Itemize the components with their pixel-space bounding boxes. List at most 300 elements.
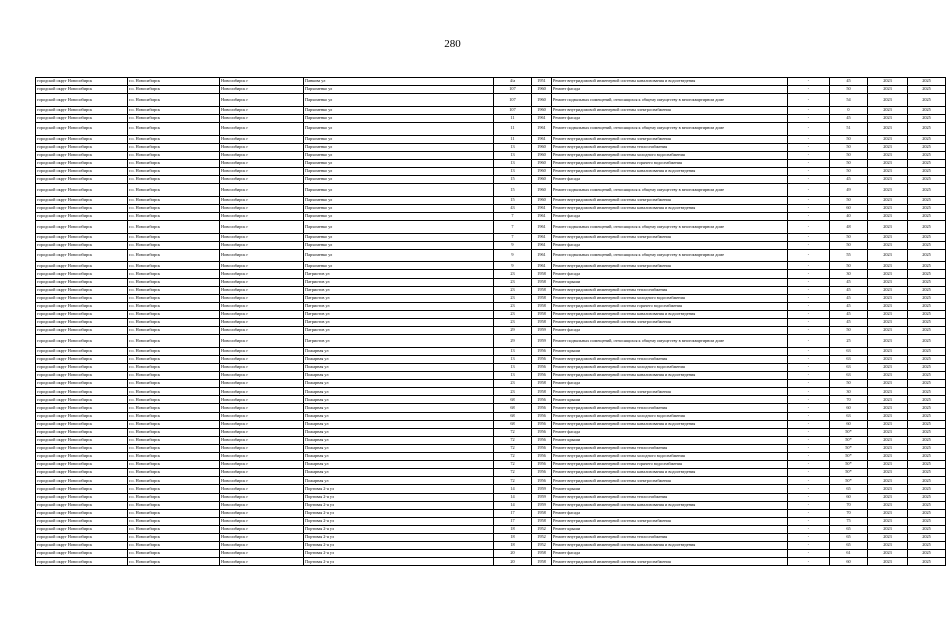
value-cell: 50* [830,444,868,452]
settlement-cell: г.о. Новосибирск [128,204,220,212]
municipality-cell: городской округ Новосибирск [36,106,128,114]
work-type-cell: Ремонт фасада [552,550,788,558]
work-type-cell: Ремонт подвальных помещений, относящихся к общему имуществу в многоквартирном доме [552,94,788,107]
house-cell: 23 [494,302,532,310]
dash-cell: - [788,196,830,204]
work-type-cell: Ремонт внутридомовой инженерной системы электроснабжения [552,477,788,485]
settlement-cell: г.о. Новосибирск [128,542,220,550]
start-year-cell: 2023 [868,404,908,412]
house-cell: 23 [494,294,532,302]
start-year-cell: 2023 [868,143,908,151]
settlement-cell: г.о. Новосибирск [128,135,220,143]
table-row [36,114,946,122]
work-type-cell: Ремонт внутридомовой инженерной системы холодного водоснабжения [552,453,788,461]
value-cell: 0 [830,106,868,114]
street-cell: Пожарная ул [304,372,494,380]
settlement-cell: г.о. Новосибирск [128,550,220,558]
end-year-cell: 2025 [908,233,946,241]
house-cell: 13 [494,143,532,151]
value-cell: 70 [830,501,868,509]
start-year-cell: 2023 [868,412,908,420]
table-row [36,319,946,327]
house-cell: 72 [494,444,532,452]
year-cell: 1960 [532,159,552,167]
street-cell: Пархоменко ул [304,204,494,212]
city-cell: Новосибирск г [220,517,304,525]
settlement-cell: г.о. Новосибирск [128,485,220,493]
value-cell: 50 [830,241,868,249]
house-cell: 20 [494,558,532,566]
city-cell: Новосибирск г [220,327,304,335]
end-year-cell: 2025 [908,372,946,380]
street-cell: Патриотов ул [304,327,494,335]
municipality-cell: городской округ Новосибирск [36,286,128,294]
work-type-cell: Ремонт фасада [552,114,788,122]
street-cell: Портовая 2-я ул [304,550,494,558]
dash-cell: - [788,420,830,428]
municipality-cell: городской округ Новосибирск [36,327,128,335]
value-cell: 63 [830,412,868,420]
settlement-cell: г.о. Новосибирск [128,420,220,428]
city-cell: Новосибирск г [220,485,304,493]
value-cell: 50* [830,469,868,477]
work-type-cell: Ремонт фасада [552,509,788,517]
start-year-cell: 2023 [868,135,908,143]
start-year-cell: 2023 [868,380,908,388]
house-cell: 72 [494,477,532,485]
end-year-cell: 2025 [908,86,946,94]
start-year-cell: 2023 [868,355,908,363]
dash-cell: - [788,106,830,114]
year-cell: 1961 [532,135,552,143]
start-year-cell: 2023 [868,558,908,566]
end-year-cell: 2025 [908,196,946,204]
dash-cell: - [788,517,830,525]
table-row [36,355,946,363]
street-cell: Пожарная ул [304,477,494,485]
city-cell: Новосибирск г [220,355,304,363]
dash-cell: - [788,436,830,444]
municipality-cell: городской округ Новосибирск [36,444,128,452]
street-cell: Пожарная ул [304,388,494,396]
start-year-cell: 2023 [868,286,908,294]
year-cell: 1958 [532,558,552,566]
value-cell: 45 [830,294,868,302]
value-cell: 45 [830,286,868,294]
year-cell: 1958 [532,310,552,318]
start-year-cell: 2023 [868,204,908,212]
settlement-cell: г.о. Новосибирск [128,517,220,525]
street-cell: Пожарная ул [304,380,494,388]
end-year-cell: 2025 [908,517,946,525]
table-row [36,550,946,558]
dash-cell: - [788,327,830,335]
settlement-cell: г.о. Новосибирск [128,396,220,404]
end-year-cell: 2025 [908,114,946,122]
start-year-cell: 2023 [868,420,908,428]
table-row [36,151,946,159]
settlement-cell: г.о. Новосибирск [128,347,220,355]
dash-cell: - [788,347,830,355]
settlement-cell: г.о. Новосибирск [128,302,220,310]
municipality-cell: городской округ Новосибирск [36,501,128,509]
start-year-cell: 2023 [868,221,908,234]
house-cell: 11 [494,122,532,135]
city-cell: Новосибирск г [220,380,304,388]
value-cell: 60 [830,493,868,501]
dash-cell: - [788,310,830,318]
municipality-cell: городской округ Новосибирск [36,270,128,278]
start-year-cell: 2023 [868,436,908,444]
work-type-cell: Ремонт внутридомовой инженерной системы теплоснабжения [552,404,788,412]
municipality-cell: городской округ Новосибирск [36,262,128,270]
start-year-cell: 2023 [868,151,908,159]
street-cell: Пархоменко ул [304,176,494,184]
city-cell: Новосибирск г [220,114,304,122]
end-year-cell: 2025 [908,262,946,270]
city-cell: Новосибирск г [220,310,304,318]
settlement-cell: г.о. Новосибирск [128,196,220,204]
dash-cell: - [788,151,830,159]
start-year-cell: 2023 [868,106,908,114]
house-cell: 15 [494,176,532,184]
end-year-cell: 2025 [908,485,946,493]
settlement-cell: г.о. Новосибирск [128,335,220,348]
municipality-cell: городской округ Новосибирск [36,420,128,428]
year-cell: 1960 [532,106,552,114]
work-type-cell: Ремонт подвальных помещений, относящихся к общему имуществу в многоквартирном доме [552,122,788,135]
city-cell: Новосибирск г [220,122,304,135]
start-year-cell: 2023 [868,159,908,167]
settlement-cell: г.о. Новосибирск [128,143,220,151]
street-cell: Пожарная ул [304,436,494,444]
dash-cell: - [788,114,830,122]
city-cell: Новосибирск г [220,78,304,86]
house-cell: 13 [494,167,532,175]
year-cell: 1956 [532,477,552,485]
settlement-cell: г.о. Новосибирск [128,469,220,477]
settlement-cell: г.о. Новосибирск [128,286,220,294]
municipality-cell: городской округ Новосибирск [36,453,128,461]
table-row [36,241,946,249]
start-year-cell: 2023 [868,428,908,436]
street-cell: Патриотов ул [304,310,494,318]
year-cell: 1958 [532,302,552,310]
year-cell: 1958 [532,294,552,302]
settlement-cell: г.о. Новосибирск [128,327,220,335]
end-year-cell: 2025 [908,501,946,509]
municipality-cell: городской округ Новосибирск [36,542,128,550]
municipality-cell: городской округ Новосибирск [36,212,128,220]
start-year-cell: 2023 [868,122,908,135]
value-cell: 45 [830,302,868,310]
start-year-cell: 2023 [868,86,908,94]
city-cell: Новосибирск г [220,372,304,380]
house-cell: 23 [494,380,532,388]
dash-cell: - [788,485,830,493]
value-cell: 40 [830,212,868,220]
value-cell: 50 [830,143,868,151]
value-cell: 50* [830,477,868,485]
year-cell: 1960 [532,86,552,94]
end-year-cell: 2025 [908,444,946,452]
dash-cell: - [788,319,830,327]
table-row [36,380,946,388]
street-cell: Патриотов ул [304,286,494,294]
dash-cell: - [788,509,830,517]
municipality-cell: городской округ Новосибирск [36,380,128,388]
city-cell: Новосибирск г [220,509,304,517]
municipality-cell: городской округ Новосибирск [36,412,128,420]
table-row [36,428,946,436]
house-cell: 14 [494,485,532,493]
work-type-cell: Ремонт крыши [552,396,788,404]
start-year-cell: 2023 [868,294,908,302]
settlement-cell: г.о. Новосибирск [128,501,220,509]
start-year-cell: 2023 [868,533,908,541]
house-cell: 13 [494,364,532,372]
house-cell: 23 [494,310,532,318]
work-type-cell: Ремонт внутридомовой инженерной системы холодного водоснабжения [552,294,788,302]
year-cell: 1958 [532,270,552,278]
street-cell: Пожарная ул [304,453,494,461]
end-year-cell: 2025 [908,249,946,262]
settlement-cell: г.о. Новосибирск [128,364,220,372]
work-type-cell: Ремонт внутридомовой инженерной системы электроснабжения [552,319,788,327]
street-cell: Пархоменко ул [304,167,494,175]
work-type-cell: Ремонт внутридомовой инженерной системы электроснабжения [552,233,788,241]
house-cell: 29 [494,327,532,335]
table-row [36,294,946,302]
value-cell: 45 [830,310,868,318]
value-cell: 50 [830,151,868,159]
year-cell: 1961 [532,114,552,122]
value-cell: 50* [830,461,868,469]
municipality-cell: городской округ Новосибирск [36,302,128,310]
settlement-cell: г.о. Новосибирск [128,436,220,444]
municipality-cell: городской округ Новосибирск [36,184,128,197]
value-cell: 70 [830,509,868,517]
work-type-cell: Ремонт крыши [552,436,788,444]
city-cell: Новосибирск г [220,286,304,294]
start-year-cell: 2023 [868,347,908,355]
street-cell: Пархоменко ул [304,184,494,197]
dash-cell: - [788,501,830,509]
street-cell: Пархоменко ул [304,135,494,143]
settlement-cell: г.о. Новосибирск [128,241,220,249]
year-cell: 1956 [532,396,552,404]
end-year-cell: 2025 [908,286,946,294]
house-cell: 20 [494,550,532,558]
house-cell: 11 [494,135,532,143]
table-body [36,78,946,566]
street-cell: Патриотов ул [304,335,494,348]
street-cell: Пожарная ул [304,469,494,477]
table-row [36,176,946,184]
year-cell: 1959 [532,501,552,509]
table-row [36,335,946,348]
year-cell: 1958 [532,550,552,558]
house-cell: 107 [494,86,532,94]
street-cell: Патриотов ул [304,278,494,286]
table-row [36,221,946,234]
dash-cell: - [788,262,830,270]
city-cell: Новосибирск г [220,151,304,159]
house-cell: 68 [494,396,532,404]
city-cell: Новосибирск г [220,278,304,286]
house-cell: 9 [494,241,532,249]
start-year-cell: 2023 [868,176,908,184]
end-year-cell: 2025 [908,319,946,327]
work-type-cell: Ремонт подвальных помещений, относящихся к общему имуществу в многоквартирном доме [552,249,788,262]
street-cell: Пожарная ул [304,404,494,412]
start-year-cell: 2023 [868,233,908,241]
settlement-cell: г.о. Новосибирск [128,278,220,286]
work-type-cell: Ремонт крыши [552,278,788,286]
work-type-cell: Ремонт внутридомовой инженерной системы теплоснабжения [552,286,788,294]
municipality-cell: городской округ Новосибирск [36,388,128,396]
work-type-cell: Ремонт внутридомовой инженерной системы электроснабжения [552,262,788,270]
work-type-cell: Ремонт подвальных помещений, относящихся к общему имуществу в многоквартирном доме [552,335,788,348]
street-cell: Пархоменко ул [304,212,494,220]
work-type-cell: Ремонт внутридомовой инженерной системы теплоснабжения [552,444,788,452]
end-year-cell: 2025 [908,221,946,234]
city-cell: Новосибирск г [220,388,304,396]
value-cell: 63 [830,355,868,363]
work-type-cell: Ремонт внутридомовой инженерной системы холодного водоснабжения [552,412,788,420]
value-cell: 60 [830,420,868,428]
municipality-cell: городской округ Новосибирск [36,319,128,327]
table-row [36,453,946,461]
dash-cell: - [788,86,830,94]
work-type-cell: Ремонт подвальных помещений, относящихся к общему имуществу в многоквартирном доме [552,184,788,197]
table-row [36,106,946,114]
settlement-cell: г.о. Новосибирск [128,533,220,541]
city-cell: Новосибирск г [220,86,304,94]
year-cell: 1961 [532,249,552,262]
table-row [36,542,946,550]
year-cell: 1960 [532,151,552,159]
municipality-cell: городской округ Новосибирск [36,517,128,525]
city-cell: Новосибирск г [220,262,304,270]
start-year-cell: 2023 [868,461,908,469]
table-row [36,159,946,167]
house-cell: 18 [494,525,532,533]
dash-cell: - [788,204,830,212]
house-cell: 14 [494,501,532,509]
city-cell: Новосибирск г [220,501,304,509]
end-year-cell: 2025 [908,388,946,396]
city-cell: Новосибирск г [220,143,304,151]
house-cell: 9 [494,249,532,262]
value-cell: 75 [830,517,868,525]
end-year-cell: 2025 [908,493,946,501]
year-cell: 1956 [532,412,552,420]
value-cell: 55 [830,249,868,262]
end-year-cell: 2025 [908,143,946,151]
table-row [36,204,946,212]
table-row [36,436,946,444]
street-cell: Пархоменко ул [304,114,494,122]
year-cell: 1956 [532,355,552,363]
start-year-cell: 2023 [868,249,908,262]
settlement-cell: г.о. Новосибирск [128,114,220,122]
year-cell: 1956 [532,364,552,372]
settlement-cell: г.о. Новосибирск [128,412,220,420]
end-year-cell: 2025 [908,204,946,212]
value-cell: 61 [830,550,868,558]
table-row [36,420,946,428]
end-year-cell: 2025 [908,122,946,135]
table-row [36,327,946,335]
table-row [36,509,946,517]
municipality-cell: городской округ Новосибирск [36,477,128,485]
work-type-cell: Ремонт внутридомовой инженерной системы электроснабжения [552,135,788,143]
table-row [36,364,946,372]
house-cell: 13 [494,159,532,167]
start-year-cell: 2023 [868,212,908,220]
capital-repair-table [35,77,946,566]
house-cell: 43 [494,204,532,212]
table-row [36,94,946,107]
municipality-cell: городской округ Новосибирск [36,428,128,436]
city-cell: Новосибирск г [220,428,304,436]
dash-cell: - [788,78,830,86]
dash-cell: - [788,364,830,372]
house-cell: 15 [494,196,532,204]
dash-cell: - [788,159,830,167]
start-year-cell: 2023 [868,310,908,318]
city-cell: Новосибирск г [220,221,304,234]
value-cell: 50 [830,86,868,94]
city-cell: Новосибирск г [220,94,304,107]
house-cell: 107 [494,94,532,107]
dash-cell: - [788,221,830,234]
value-cell: 45 [830,319,868,327]
year-cell: 1956 [532,420,552,428]
value-cell: 65 [830,533,868,541]
house-cell: 13 [494,347,532,355]
settlement-cell: г.о. Новосибирск [128,167,220,175]
start-year-cell: 2023 [868,94,908,107]
work-type-cell: Ремонт внутридомовой инженерной системы канализования и водоотведения [552,469,788,477]
value-cell: 49 [830,184,868,197]
work-type-cell: Ремонт внутридомовой инженерной системы канализования и водоотведения [552,372,788,380]
dash-cell: - [788,286,830,294]
table-row [36,558,946,566]
end-year-cell: 2025 [908,212,946,220]
table-row [36,372,946,380]
work-type-cell: Ремонт крыши [552,347,788,355]
value-cell: 50* [830,436,868,444]
settlement-cell: г.о. Новосибирск [128,372,220,380]
city-cell: Новосибирск г [220,453,304,461]
year-cell: 1956 [532,469,552,477]
year-cell: 1956 [532,461,552,469]
settlement-cell: г.о. Новосибирск [128,221,220,234]
start-year-cell: 2023 [868,550,908,558]
street-cell: Портовая 2-я ул [304,509,494,517]
end-year-cell: 2025 [908,78,946,86]
dash-cell: - [788,469,830,477]
settlement-cell: г.о. Новосибирск [128,453,220,461]
start-year-cell: 2023 [868,167,908,175]
work-type-cell: Ремонт внутридомовой инженерной системы холодного водоснабжения [552,364,788,372]
municipality-cell: городской округ Новосибирск [36,533,128,541]
city-cell: Новосибирск г [220,196,304,204]
settlement-cell: г.о. Новосибирск [128,176,220,184]
year-cell: 1956 [532,436,552,444]
